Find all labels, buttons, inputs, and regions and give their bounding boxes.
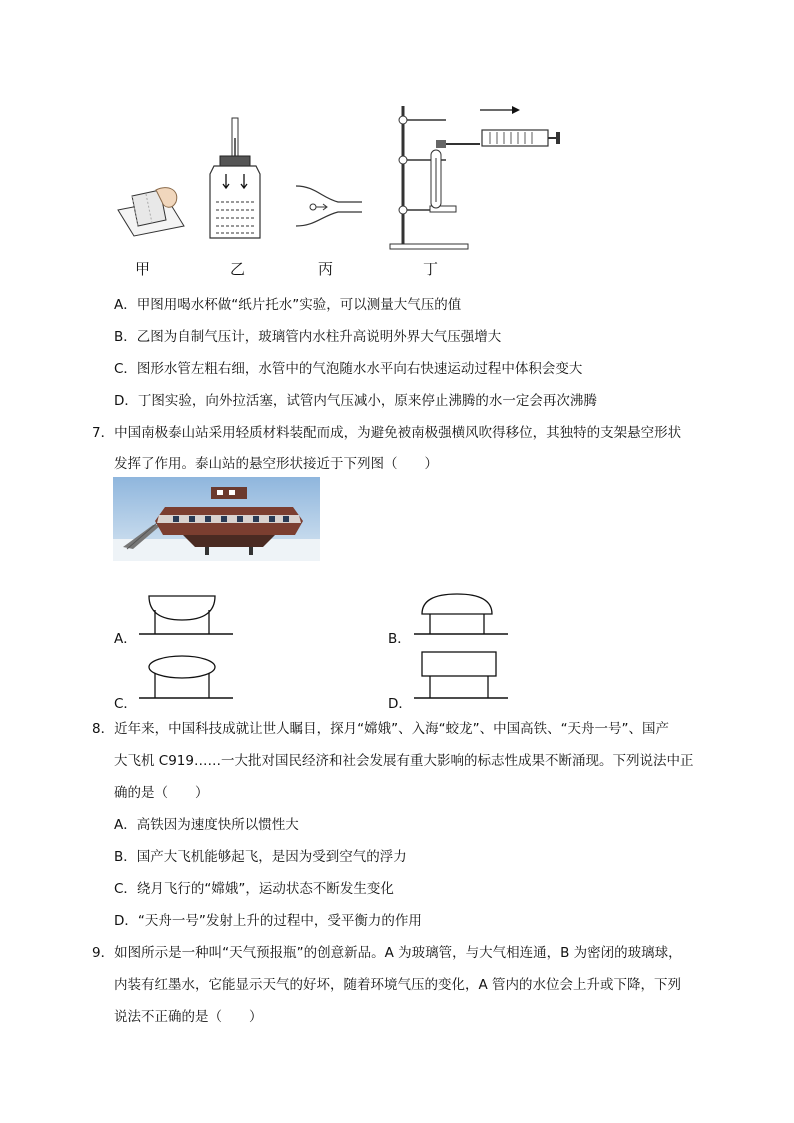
figure-jia-cup-card xyxy=(118,188,184,236)
figure-label-bing: 丙 xyxy=(318,260,334,278)
q7-stem-line2: 发挥了作用。泰山站的悬空形状接近于下列图（ ） xyxy=(114,456,438,472)
q7-stem-line1: 7．中国南极泰山站采用轻质材料装配而成，为避免被南极强横风吹得移位，其独特的支架悬空形状 xyxy=(92,425,682,441)
figure-ding-stand-syringe xyxy=(390,106,560,249)
q7-option-a-label: A． xyxy=(114,631,137,647)
q8-stem-line1: 8．近年来，中国科技成就让世人瞩目，探月“嫦娥”、入海“蛟龙”、中国高铁、“天舟一号”、国产 xyxy=(92,721,670,737)
q9-stem-line3: 说法不正确的是（ ） xyxy=(114,1009,263,1025)
q8-stem-line3: 确的是（ ） xyxy=(114,785,209,801)
q8-option-b: B．国产大飞机能够起飞，是因为受到空气的浮力 xyxy=(114,849,407,865)
q7-option-d-label: D． xyxy=(388,696,412,712)
q6-figure-row xyxy=(110,98,580,283)
q6-option-a: A．甲图用喝水杯做“纸片托水”实验，可以测量大气压的值 xyxy=(114,297,462,313)
q8-stem-line2: 大飞机 C919……一大批对国民经济和社会发展有重大影响的标志性成果不断涌现。下列说法中正 xyxy=(114,753,694,769)
q9-stem-line2: 内装有红墨水，它能显示天气的好坏，随着环境气压的变化，A 管内的水位会上升或下降，下列 xyxy=(114,977,682,993)
q6-option-c: C．图形水管左粗右细，水管中的气泡随水水平向右快速运动过程中体积会变大 xyxy=(114,361,583,377)
q6-option-b: B．乙图为自制气压计，玻璃管内水柱升高说明外界大气压强增大 xyxy=(114,329,502,345)
figure-bing-tapered-pipe xyxy=(296,186,362,226)
figure-label-ding: 丁 xyxy=(423,260,439,278)
q8-option-d: D．“天舟一号”发射上升的过程中，受平衡力的作用 xyxy=(114,913,422,929)
q7-option-c-label: C． xyxy=(114,696,137,712)
q6-option-d: D．丁图实验，向外拉活塞，试管内气压减小，原来停止沸腾的水一定会再次沸腾 xyxy=(114,393,597,409)
q7-option-b-shape xyxy=(410,590,512,638)
figure-label-jia: 甲 xyxy=(135,260,151,278)
q7-option-b-label: B． xyxy=(388,631,411,647)
q8-option-a: A．高铁因为速度快所以惯性大 xyxy=(114,817,299,833)
q8-option-c: C．绕月飞行的“嫦娥”，运动状态不断发生变化 xyxy=(114,881,394,897)
q7-option-c-shape xyxy=(135,652,237,702)
q9-stem-line1: 9．如图所示是一种叫“天气预报瓶”的创意新品。A 为玻璃管，与大气相连通，B 为密闭的玻璃球， xyxy=(92,945,682,961)
figure-yi-bottle-barometer xyxy=(210,118,260,238)
q7-option-d-shape xyxy=(410,648,512,702)
q7-station-photo xyxy=(113,477,320,561)
q7-option-a-shape xyxy=(135,590,237,638)
figure-label-yi: 乙 xyxy=(230,260,246,278)
